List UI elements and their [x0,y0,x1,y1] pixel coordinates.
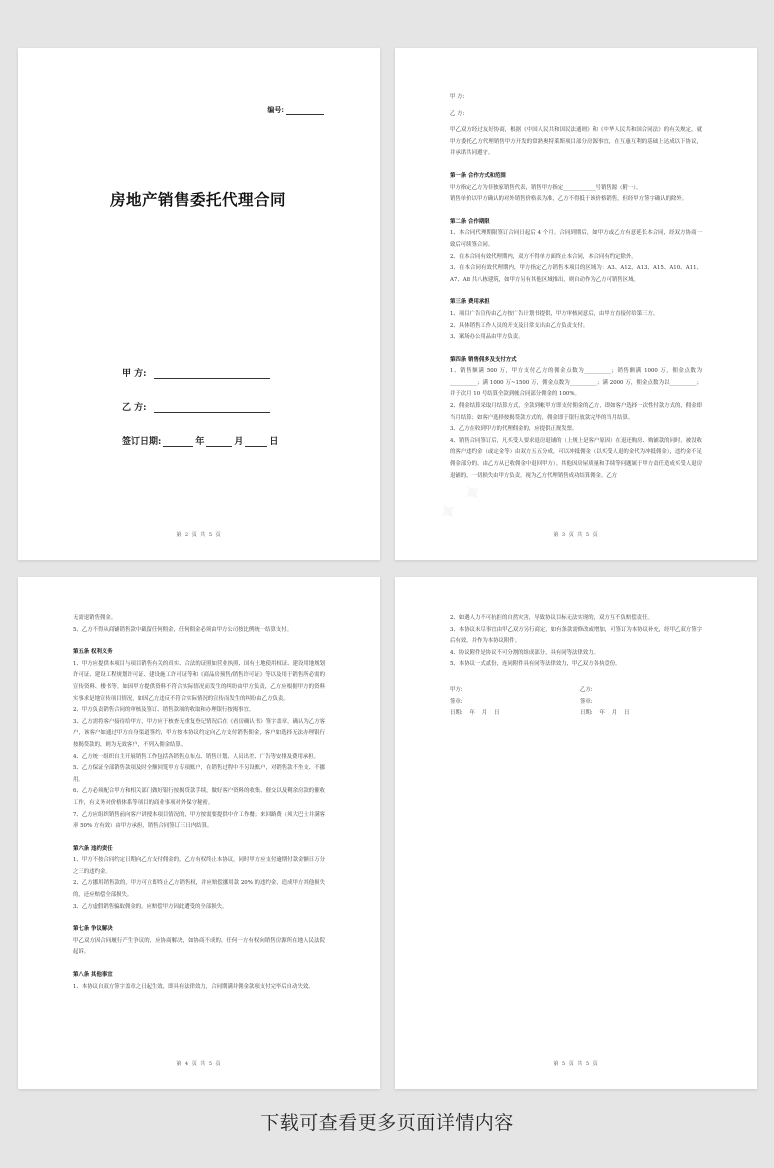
clause-text: 甲方指定乙方为非独家销售代表，销售甲方指定____________号销售源（附一）。 [450,184,642,191]
contract-cover-page [18,48,380,560]
year-label: 年 [195,437,205,447]
contract-page-3 [395,48,757,560]
clause-text: 2、佣金结算采取月结算方式，全款到帐甲方即支付佣金的乙方，即如客户选择一次性付款方式的，佣金即当月结算；如客户选择按揭贷款方式的，佣金即于银行放款完毕的当月结算。 [450,403,702,421]
clause-text: 3、案场办公用品由甲方负责。 [450,334,524,341]
clause-text: 无需退销售佣金。 [73,615,117,621]
watermark: ✦ ✦ [431,474,492,532]
clause-text: 乙 方: [450,110,465,117]
month-label: 月 [234,437,244,447]
clause-text: 销售单价以甲方确认的对外销售价格表为准，乙方不得抵于该价格销售，但经甲方签字确认的除外。 [450,196,688,203]
sign-date-a: 日期: 年 月 日 [450,710,500,717]
clause-text: 2、乙方挪用销售款的，甲方可立即终止乙方销售权，并应赔偿挪用款 20% 的违约金，造成甲方其他损失的，还应赔偿全部损失。 [73,880,325,899]
section-heading: 第五条 权利义务 [73,649,113,656]
sign-seal-b: 签章: [580,698,593,705]
day-blank [245,437,267,447]
section-heading: 第八条 其他事宜 [73,972,113,979]
page-footer: 第 3 页 共 5 页 [553,532,599,538]
sign-party-b: 乙方: [580,687,593,693]
signature-block [450,685,702,720]
clause-text: 2、具体销售工作人员的开支及日常支出由乙方负责支付。 [450,322,589,329]
clause-text: 2、如遇人力不可抗拒的自然灾害，导致协议目标无法实现的，双方互不负赔偿责任。 [450,615,653,621]
party-a-blank [154,369,270,379]
clause-text: 3、在本合同有效代理期内，甲方指定乙方销售本项目的区域为：A3、A12、A13、A15、A10、A11、A7、A8 共八栋建筑，如甲方另有其他区域推出，则自动作为乙方可销售区域。 [450,265,702,283]
section-heading: 第三条 费用承担 [450,299,490,306]
page-5-body [450,613,702,671]
contract-number-blank [286,107,324,115]
page-4-body [73,613,325,993]
day-label: 日 [269,437,279,447]
clause-text: 5、乙方不得从商铺销售款中截留任何佣金，任何佣金必须由甲方公司按比例统一结算支付。 [73,626,293,633]
page-footer: 第 5 页 共 5 页 [553,1061,599,1067]
clause-text: 4、协议附件是协议不可分割的组成部分，具有同等法律效力。 [450,649,599,656]
clause-text: 6、乙方必须配合甲方和相关部门做好银行按揭贷款手续，做好客户资料的收集、催交以及剩余房款的催收工作，有义务对价格体系等项目的商业事项对外保守秘密。 [73,788,325,806]
clause-text: 1、项目广告宣传由乙方按广告计划书提供，甲方审核同意后，由甲方直接付给第三方。 [450,310,659,317]
clause-text: 1、本协议自双方签字盖章之日起生效，即具有法律效力，合同期满并佣金款项支付完毕后自动失效。 [73,983,314,990]
page-footer: 第 4 页 共 5 页 [176,1061,222,1067]
party-a-line [122,366,272,379]
clause-text: 甲乙双方经过友好协商，根据《中国人民共和国民法通则》和《中华人民共和国合同法》的有关规定，就甲方委托乙方代理销售甲方开发的常熟奥特莱斯项目部分房源事宜，在互惠互利的基础上达成以下协议，并承诺共同遵守。 [450,127,702,157]
clause-text: 7、乙方应组织销售前向客户讲授本项目情况的，甲方按需要提供中介工作餐；来回路费（须大巴士并满客率 50% 方有效）由甲方承担，销售合同签订三日内结算。 [73,811,325,830]
clause-text: 5、本协议一式贰份，连同附件具有同等法律效力，甲乙双方各执壹份。 [450,661,621,668]
clause-text: 4、乙方统一组织自主开展销售工作包括各销售点布点、销售计划、人员出差、广告等安排及费用承担。 [73,753,320,760]
clause-text: 5、乙方保证全部销售款项及时全额回笼甲方专项账户，在销售过程中不另设账户，对销售款不坐支、不挪用。 [73,765,325,783]
contract-page-5 [395,577,757,1089]
sign-seal-a: 签章: [450,698,463,705]
clause-text: 甲 方: [450,94,465,100]
party-b-line [122,400,272,413]
clause-text: 3、乙方在收到甲方的代理佣金的，应提供正规发票。 [450,426,578,433]
section-heading: 第七条 争议解决 [73,926,113,933]
signing-date-label: 签订日期: [122,437,162,447]
signing-date-line [122,434,278,447]
download-caption: 下载可查看更多页面详情内容 [260,1112,514,1134]
clause-text: 甲乙双方因合同履行产生争议的，应协商解决，如协商不成的，任何一方有权向销售房源所在地人民法院起诉。 [73,937,325,956]
page-3-body [450,92,702,482]
clause-text: 1、甲方应提供本项目与项目销售有关的真实、合法的证照如营业执照、国有土地使用权证、建设用地规划许可证、建设工程规划许可证、建设施工许可证等和《商品房预售/销售许可证》等以及用于销售所必需的宣传资料、楼书等。如因甲方提供资料不符合实际情况而发生的纠纷由甲方负责，乙方应根据甲方的资料实事求是地宣传项目情况，如因乙方违反不符合实际情况的宣传而发生的纠纷由乙方负责。 [73,660,325,702]
party-b-label: 乙 方: [122,403,147,413]
clause-text: 3、本协议未尽事宜由甲乙双方另行商定，如有条款需修改或增加，可签订为本协议补充，经甲乙双方签字后有效，并作为本协议附件。 [450,626,702,645]
clause-text: 2、在本合同有效代理期内，双方不得单方面终止本合同，本合同有约定除外。 [450,253,637,260]
page-footer: 第 2 页 共 5 页 [176,532,222,538]
section-heading: 第四条 销售佣多及支付方式 [450,356,517,363]
contract-page-4 [18,577,380,1089]
clause-text: 3、乙方需将客户接待给甲方，甲方应于核查无重复登记情况后在《看房确认书》签字盖章，确认为乙方客户，该客户如通过甲方自身渠道签约，甲方按本协议约定向乙方支付销售佣金，客户如选择无法办理银行按揭贷款的，则为无效客户，不列入佣金结算。 [73,718,325,748]
year-blank [163,437,193,447]
clause-text: 4、销售合同签订后，凡买受人要求退房退铺的（上规上是客户原因）在退还购房、购铺款的同时，被没收的客户违约金（或定金等）由双方五五分成，可以冲抵佣金（以买受人退的金代为冲抵佣金），违约金不足佣金部分的，由乙方从已收佣金中退回甲方）。其他因房屋质量和手续等问题属于甲方责任造成买受人退房退铺的，一切损失由甲方负责，视为乙方代理销售成功结算佣金。乙方 [450,437,702,479]
month-blank [206,437,232,447]
section-heading: 第一条 合作方式和范围 [450,172,506,179]
section-heading: 第六条 违约责任 [73,845,113,852]
clause-text: 2、甲方负责销售合同的审核及签订、销售款项的收取和办理银行按揭事宜。 [73,707,255,714]
section-heading: 第二条 合作期限 [450,218,490,225]
sign-date-b: 日期: 年 月 日 [580,710,630,717]
contract-number-field [267,105,324,115]
clause-text: 1、本合同代理期限签订合同日起后 4 个月。合同到期后，如甲方或乙方有意延长本合同，经双方协商一致后可续签合同。 [450,230,702,248]
party-a-label: 甲 方: [122,369,147,379]
sign-party-a: 甲方: [450,687,463,693]
contract-title: 房地产销售委托代理合同 [110,190,287,209]
clause-text: 1、销售额满 500 万，甲方支付乙方的佣金点数为__________；销售额满 1000 万，佣金点数为__________；满 1000 万~1500 万，佣金点数为__________；满 2000 万，佣金点数为以__________；并于次月 10 号结算全款到帐合同部分佣金的 100%。 [450,368,702,398]
clause-text: 3、乙方虚假销售骗取佣金的，应赔偿甲方因此遭受的全部损失。 [73,903,228,910]
contract-number-label: 编号: [267,105,284,114]
clause-text: 1、甲方不按合同约定日期向乙方支付佣金的，乙方有权终止本协议，同时甲方应支付逾期付款金额日万分之三的违约金。 [73,857,325,875]
party-b-blank [154,403,270,413]
